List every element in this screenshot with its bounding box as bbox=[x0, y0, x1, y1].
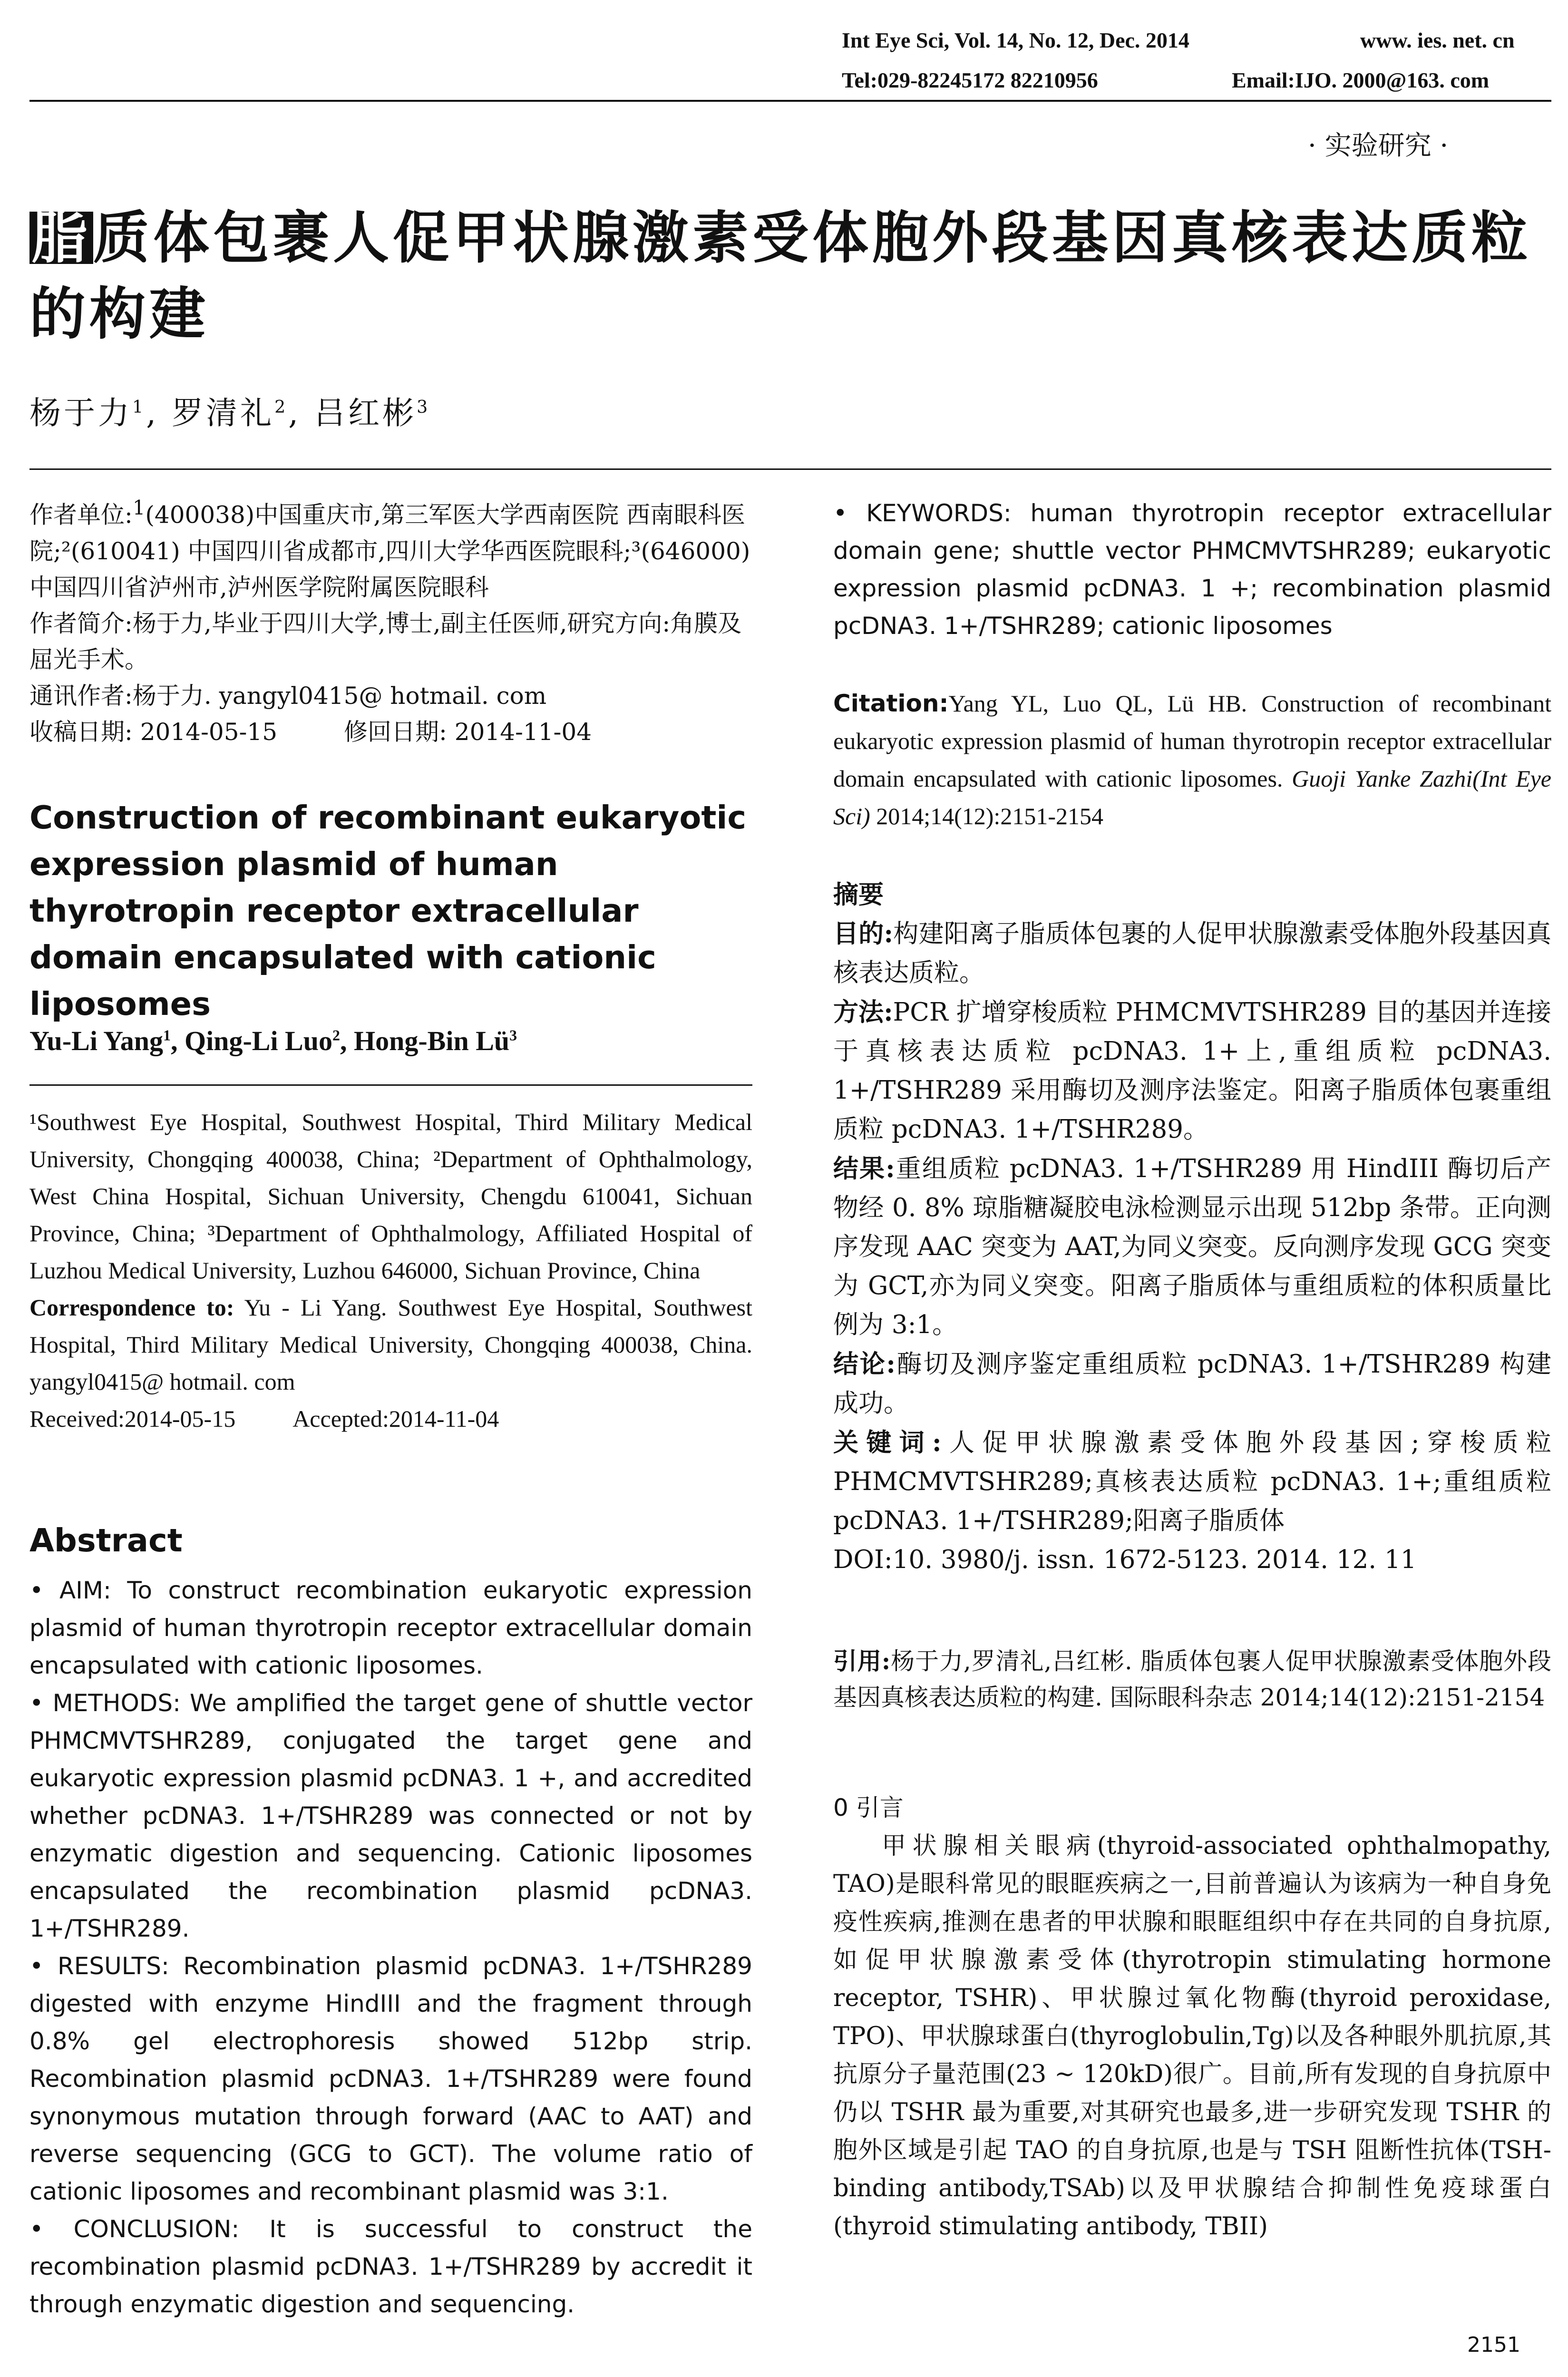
en-affiliation bbox=[29, 1103, 752, 1437]
title-rest: 质体包裹人促甲状腺激素受体胞外段基因真核表达质粒的构建 bbox=[29, 205, 1532, 347]
cn-methods: PCR 扩增穿梭质粒 PHMCMVTSHR289 目的基因并连接于真核表达质粒 pcDNA3. 1+上,重组质粒 pcDNA3. 1+/TSHR289 采用酶切及测序法鉴定。阳离子脂质体包裹重组质粒 pcDNA3. 1+/TSHR289。 bbox=[833, 998, 1551, 1144]
cn-citation-text: 杨于力,罗清礼,吕红彬. 脂质体包裹人促甲状腺激素受体胞外段基因真核表达质粒的构建. 国际眼科杂志 2014;14(12):2151-2154 bbox=[833, 1647, 1551, 1711]
citation-journal: Guoji Yanke Zazhi(Int Eye Sci) bbox=[833, 765, 1551, 829]
page-number: 2151 bbox=[1467, 2333, 1520, 2357]
journal-citation-header: Int Eye Sci, Vol. 14, No. 12, Dec. 2014 bbox=[842, 28, 1189, 52]
cn-abstract-heading: 摘要 bbox=[833, 880, 884, 909]
citation-en bbox=[833, 685, 1551, 835]
intro-heading: 0 引言 bbox=[833, 1794, 904, 1822]
cn-affiliation: 作者单位:$^1$(400038)中国重庆市,第三军医大学西南医院 西南眼科医院;²(610041) 中国四川省成都市,四川大学华西医院眼科;³(646000)中国四川省泸州市,泸州医学院附属医院眼科 作者简介:杨于力,毕业于四川大学,博士,副主任医师,研究方向:角膜及屈光手术。 通讯作者:杨于力. yangyl0415@ hotmail. com 收稿日期: 2014-05-15 修回日期: 2014-11-04 bbox=[29, 496, 750, 746]
cn-conclusion: 酶切及测序鉴定重组质粒 pcDNA3. 1+/TSHR289 构建成功。 bbox=[833, 1350, 1551, 1418]
abstract-results: • RESULTS: Recombination plasmid pcDNA3. 1+/TSHR289 digested with enzyme HindIII and the fragment through 0.8% gel electrophoresis showed 512bp strip. Recombination plasmid pcDNA3. 1+/TSHR289 were found synonymous mutation through forward (AAC to AAT) and reverse sequencing (GCG to GCT). The volume ratio of cationic liposomes and recombinant plasmid was 3:1. bbox=[29, 1952, 752, 2205]
en-author-sup: 3 bbox=[509, 1027, 517, 1044]
intro-text: 甲状腺相关眼病(thyroid-associated ophthalmopathy, TAO)是眼科常见的眼眶疾病之一,目前普遍认为该病为一种自身免疫性疾病,推测在患者的甲状腺和眼眶组织中存在共同的自身抗原,如促甲状腺激素受体(thyrotropin stimulating hormone receptor, TSHR)、甲状腺过氧化物酶(thyroid peroxidase, TPO)、甲状腺球蛋白(thyroglobulin,Tg)以及各种眼外肌抗原,其抗原分子量范围(23 ~ 120kD)很广。目前,所有发现的自身抗原中仍以 TSHR 最为重要,对其研究也最多,进一步研究发现 TSHR 的胞外区域是引起 TAO 的自身抗原,也是与 TSH 阻断性抗体(TSH-binding antibody,TSAb)以及甲状腺结合抑制性免疫球蛋白(thyroid stimulating antibody, TBII) bbox=[833, 1832, 1551, 2241]
introduction bbox=[833, 1788, 1551, 2246]
citation-text: Yang YL, Luo QL, Lü HB. Construction of recombinant eukaryotic expression plasmid of human thyrotropin receptor extracellular domain encapsulated with cationic liposomes. bbox=[833, 690, 1551, 792]
received-en: Received:2014-05-15 bbox=[29, 1405, 236, 1432]
journal-email: Email:IJO. 2000@163. com bbox=[1232, 68, 1490, 92]
abstract-heading: Abstract bbox=[29, 1522, 183, 1559]
cn-author-sup: 2 bbox=[274, 397, 289, 417]
page-title bbox=[29, 200, 1551, 352]
en-author-name: Yu-Li Yang bbox=[29, 1025, 163, 1056]
cn-authors: 杨于力$^1$, 罗清礼$^2$, 吕红彬$^3$ bbox=[29, 395, 431, 431]
authors-rule bbox=[29, 468, 1551, 470]
cn-author-sup: 1 bbox=[132, 397, 146, 417]
title-first-char: 脂 bbox=[29, 212, 93, 264]
en-authors-rule bbox=[29, 1084, 752, 1086]
correspondence-label: Correspondence to: bbox=[29, 1294, 234, 1321]
abstract-aim: • AIM: To construct recombination eukaryotic expression plasmid of human thyrotropin receptor extracellular domain encapsulated with cationic liposomes. bbox=[29, 1577, 752, 1679]
journal-telephone: Tel:029-82245172 82210956 bbox=[842, 68, 1098, 92]
section-tag: · 实验研究 · bbox=[1308, 130, 1449, 161]
cn-keywords: 人促甲状腺激素受体胞外段基因;穿梭质粒 PHMCMVTSHR289;真核表达质粒 pcDNA3. 1+;重组质粒 pcDNA3. 1+/TSHR289;阳离子脂质体 bbox=[833, 1428, 1551, 1535]
en-author-name: Qing-Li Luo bbox=[184, 1025, 332, 1056]
corr-label: 通讯作者: bbox=[29, 682, 133, 710]
cn-abstract bbox=[833, 875, 1551, 1579]
cn-aim-label: 目的: bbox=[833, 919, 894, 948]
bio-label: 作者简介: bbox=[29, 609, 133, 637]
abstract-conclusion: • CONCLUSION: It is successful to construct the recombination plasmid pcDNA3. 1+/TSHR289 by accredit it through enzymatic digestion and sequencing. bbox=[29, 2215, 752, 2318]
citation-label: Citation: bbox=[833, 690, 949, 717]
en-title: Construction of recombinant eukaryotic expression plasmid of human thyrotropin receptor extracellular domain encapsulated with cationic liposomes bbox=[29, 799, 747, 1023]
cn-citation bbox=[833, 1643, 1551, 1715]
abstract-body bbox=[29, 1572, 752, 2323]
en-author-name: Hong-Bin Lü bbox=[353, 1025, 510, 1056]
keywords-en: • KEYWORDS: human thyrotropin receptor extracellular domain gene; shuttle vector PHMCMVTSHR289; eukaryotic expression plasmid pcDNA3. 1 +; recombination plasmid pcDNA3. 1+/TSHR289; cationic liposomes bbox=[833, 499, 1551, 640]
citation-tail: 2014;14(12):2151-2154 bbox=[876, 803, 1103, 829]
received-date: 收稿日期: 2014-05-15 bbox=[29, 718, 278, 746]
abstract-methods: • METHODS: We amplified the target gene of shuttle vector PHMCMVTSHR289, conjugated the target gene and eukaryotic expression plasmid pcDNA3. 1 +, and accredited whether pcDNA3. 1+/TSHR289 was connected or not by enzymatic digestion and sequencing. Cationic liposomes encapsulated the recombination plasmid pcDNA3. 1+/TSHR289. bbox=[29, 1689, 752, 1942]
cn-citation-label: 引用: bbox=[833, 1647, 891, 1675]
bio-text: 杨于力,毕业于四川大学,博士,副主任医师,研究方向:角膜及屈光手术。 bbox=[29, 609, 742, 673]
cn-author-name: 罗清礼 bbox=[172, 395, 275, 431]
cn-results-label: 结果: bbox=[833, 1154, 895, 1183]
journal-website: www. ies. net. cn bbox=[1360, 28, 1515, 52]
cn-results: 重组质粒 pcDNA3. 1+/TSHR289 用 HindIII 酶切后产物经 0. 8% 琼脂糖凝胶电泳检测显示出现 512bp 条带。正向测序发现 AAC 突变为 AAT,为同义突变。反向测序发现 GCG 突变为 GCT,亦为同义突变。阳离子脂质体与重组质粒的体积质量比例为 3:1。 bbox=[833, 1154, 1551, 1339]
header-rule bbox=[29, 100, 1551, 102]
cn-conclusion-label: 结论: bbox=[833, 1349, 896, 1379]
affiliation-text: (400038)中国重庆市,第三军医大学西南医院 西南眼科医院;²(610041) 中国四川省成都市,四川大学华西医院眼科;³(646000)中国四川省泸州市,泸州医学院附属医院眼科 bbox=[29, 501, 750, 601]
revised-date: 修回日期: 2014-11-04 bbox=[344, 718, 592, 746]
en-author-sup: 1 bbox=[163, 1027, 171, 1044]
cn-aim: 构建阳离子脂质体包裹的人促甲状腺激素受体胞外段基因真核表达质粒。 bbox=[833, 919, 1551, 987]
cn-methods-label: 方法: bbox=[833, 997, 893, 1027]
cn-author-sup: 3 bbox=[417, 397, 431, 417]
en-affiliation-text: ¹Southwest Eye Hospital, Southwest Hospital, Third Military Medical University, Chongqing 400038, China; ²Department of Ophthalmology, West China Hospital, Sichuan University, Chengdu 610041, Sichuan Province, China; ³Department of Ophthalmology, Affiliated Hospital of Luzhou Medical University, Luzhou 646000, Sichuan Province, China bbox=[29, 1109, 752, 1284]
cn-author-name: 杨于力 bbox=[29, 395, 132, 431]
cn-keywords-label: 关键词: bbox=[833, 1428, 942, 1457]
doi: DOI:10. 3980/j. issn. 1672-5123. 2014. 12. 11 bbox=[833, 1545, 1417, 1574]
cn-author-name: 吕红彬 bbox=[314, 395, 417, 431]
corr-text: 杨于力. yangyl0415@ hotmail. com bbox=[132, 682, 547, 710]
correspondence-text: Yu - Li Yang. Southwest Eye Hospital, Southwest Hospital, Third Military Medical University, Chongqing 400038, China. yangyl0415@ hotmail. com bbox=[29, 1294, 752, 1395]
en-authors: Yu-Li Yang$^1$, Qing-Li Luo$^2$, Hong-Bin $Lü^3$ bbox=[29, 1025, 517, 1056]
accepted-en: Accepted:2014-11-04 bbox=[292, 1405, 499, 1432]
en-author-sup: 2 bbox=[332, 1027, 340, 1044]
affiliation-label: 作者单位: bbox=[29, 501, 133, 529]
